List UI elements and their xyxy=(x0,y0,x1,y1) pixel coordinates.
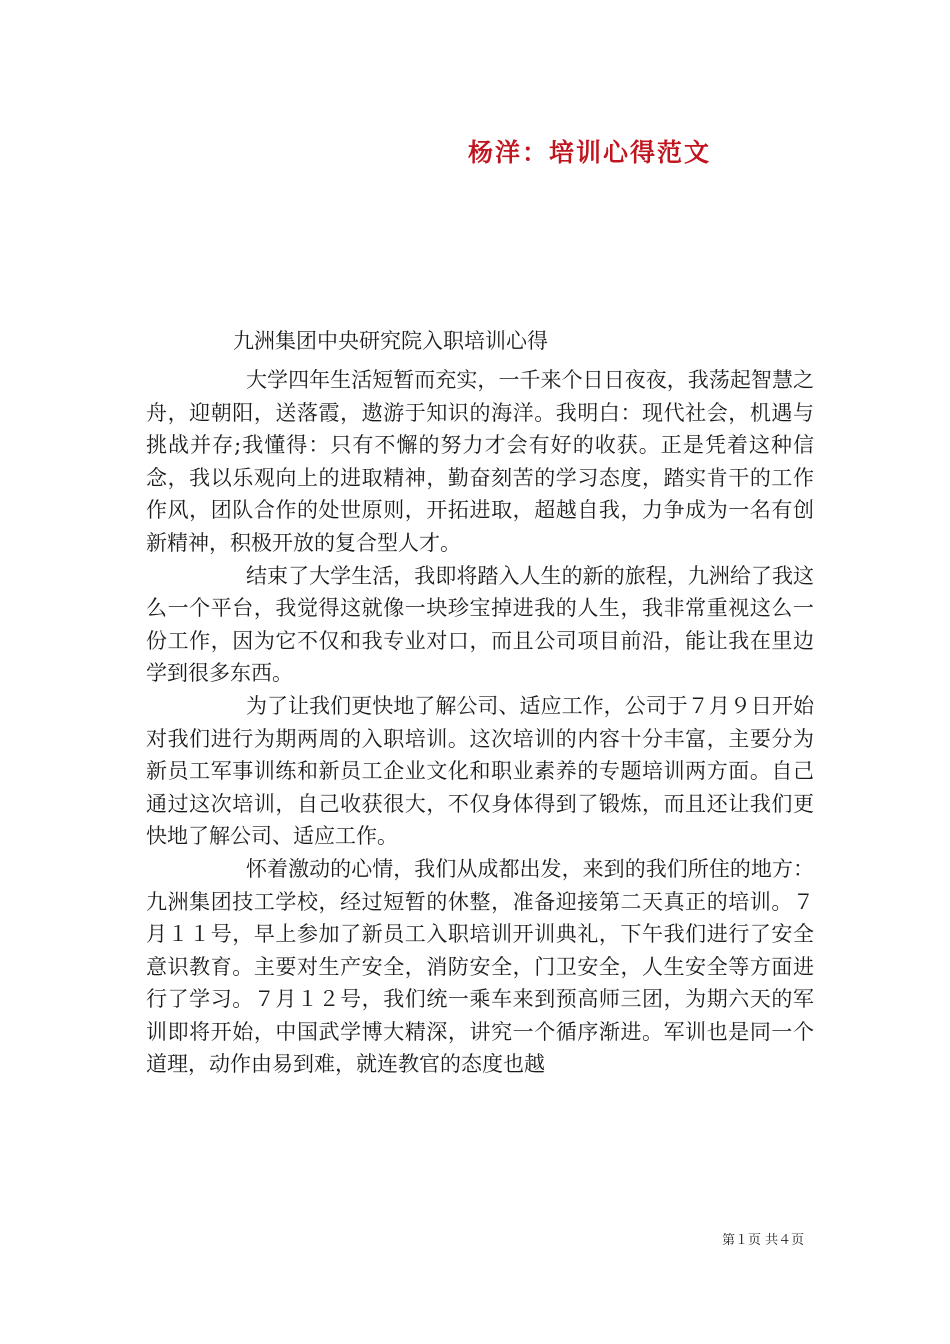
paragraph-4: 怀着激动的心情，我们从成都出发，来到的我们所住的地方：九洲集团技工学校，经过短暂的休整，准备迎接第二天真正的培训。７月１１号，早上参加了新员工入职培训开训典礼，下午我们进行了安全意识教育。主要对生产安全，消防安全，门卫安全，人生安全等方面进行了学习。７月１２号，我们统一乘车来到预高师三团，为期六天的军训即将开始，中国武学博大精深，讲究一个循序渐进。军训也是同一个道理，动作由易到难，就连教官的态度也越 xyxy=(146,856,814,1077)
page-title: 杨洋：培训心得范文 xyxy=(468,138,712,167)
page-number-footer: 第１页 共４页 xyxy=(722,1233,805,1248)
paragraph-3: 为了让我们更快地了解公司、适应工作，公司于７月９日开始对我们进行为期两周的入职培训。这次培训的内容十分丰富，主要分为新员工军事训练和新员工企业文化和职业素养的专题培训两方面。自己通过这次培训，自己收获很大，不仅身体得到了锻炼，而且还让我们更快地了解公司、适应工作。 xyxy=(146,693,814,849)
paragraph-1: 大学四年生活短暂而充实，一千来个日日夜夜，我荡起智慧之舟，迎朝阳，送落霞，遨游于知识的海洋。我明白：现代社会，机遇与挑战并存;我懂得：只有不懈的努力才会有好的收获。正是凭着这种信念，我以乐观向上的进取精神，勤奋刻苦的学习态度，踏实肯干的工作作风，团队合作的处世原则，开拓进取，超越自我，力争成为一名有创新精神，积极开放的复合型人才。 xyxy=(146,368,814,555)
document-subtitle: 九洲集团中央研究院入职培训心得 xyxy=(233,329,548,353)
paragraph-2: 结束了大学生活，我即将踏入人生的新的旅程，九洲给了我这么一个平台，我觉得这就像一块珍宝掉进我的人生，我非常重视这么一份工作，因为它不仅和我专业对口，而且公司项目前沿，能让我在里边学到很多东西。 xyxy=(146,563,814,686)
body-text xyxy=(146,364,814,1081)
